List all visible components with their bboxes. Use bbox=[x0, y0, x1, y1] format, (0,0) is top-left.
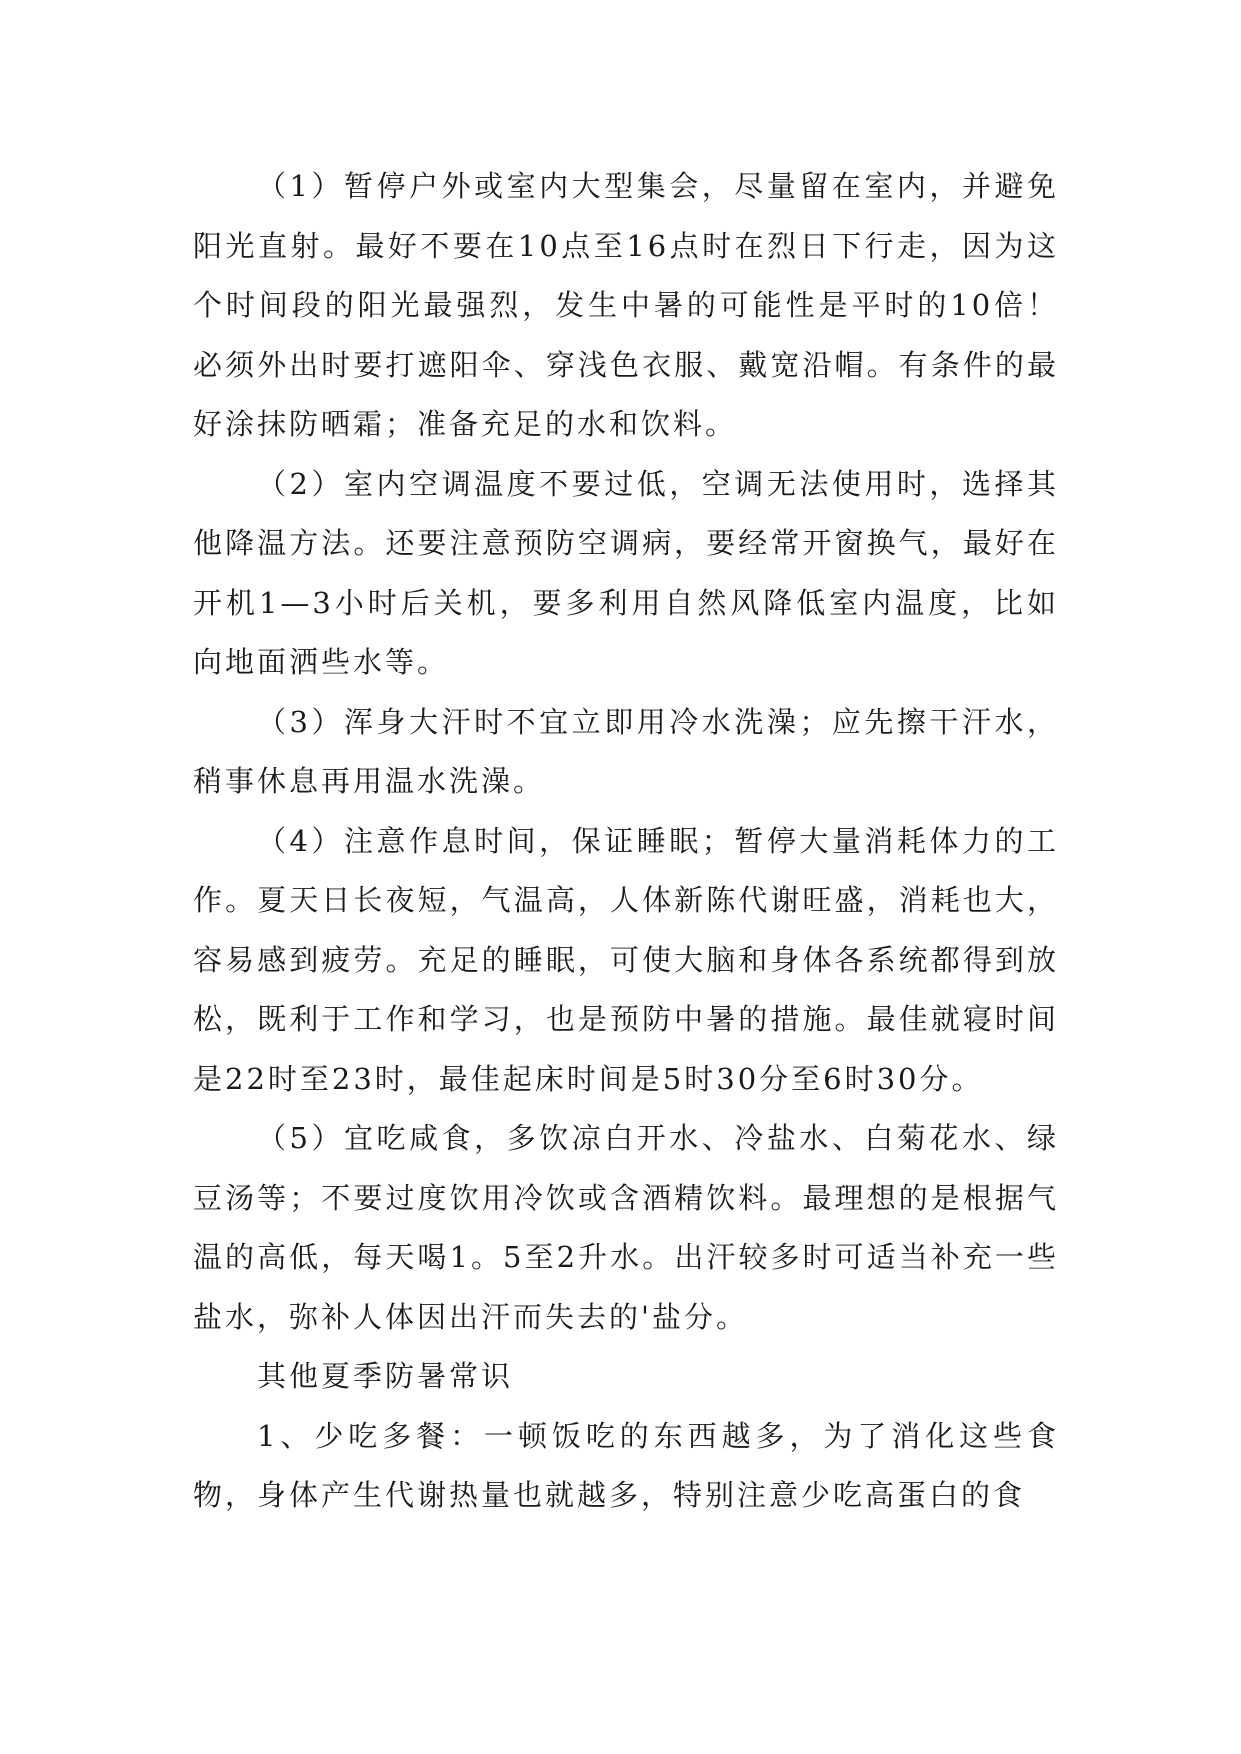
paragraph-1: （1）暂停户外或室内大型集会，尽量留在室内，并避免阳光直射。最好不要在10点至16点时在烈日下行走，因为这个时间段的阳光最强烈，发生中暑的可能性是平时的10倍！必须外出时要打遮阳伞、穿浅色衣服、戴宽沿帽。有条件的最好涂抹防晒霜；准备充足的水和饮料。 bbox=[193, 169, 1059, 441]
document-body bbox=[193, 157, 1059, 1526]
section-paragraph-1: 1、少吃多餐：一顿饭吃的东西越多，为了消化这些食物，身体产生代谢热量也就越多，特别注意少吃高蛋白的食 bbox=[193, 1418, 1059, 1512]
paragraph-2: （2）室内空调温度不要过低，空调无法使用时，选择其他降温方法。还要注意预防空调病，要经常开窗换气，最好在开机1—3小时后关机，要多利用自然风降低室内温度，比如向地面洒些水等。 bbox=[193, 466, 1059, 679]
paragraph-5: （5）宜吃咸食，多饮凉白开水、冷盐水、白菊花水、绿豆汤等；不要过度饮用冷饮或含酒精饮料。最理想的是根据气温的高低，每天喝1。5至2升水。出汗较多时可适当补充一些盐水，弥补人体因出汗而失去的'盐分。 bbox=[193, 1121, 1059, 1334]
paragraph-4: （4）注意作息时间，保证睡眠；暂停大量消耗体力的工作。夏天日长夜短，气温高，人体新陈代谢旺盛，消耗也大，容易感到疲劳。充足的睡眠，可使大脑和身体各系统都得到放松，既利于工作和学习，也是预防中暑的措施。最佳就寝时间是22时至23时，最佳起床时间是5时30分至6时30分。 bbox=[193, 823, 1059, 1096]
paragraph-3: （3）浑身大汗时不宜立即用冷水洗澡；应先擦干汗水，稍事休息再用温水洗澡。 bbox=[193, 704, 1059, 798]
section-heading: 其他夏季防暑常识 bbox=[257, 1359, 514, 1393]
